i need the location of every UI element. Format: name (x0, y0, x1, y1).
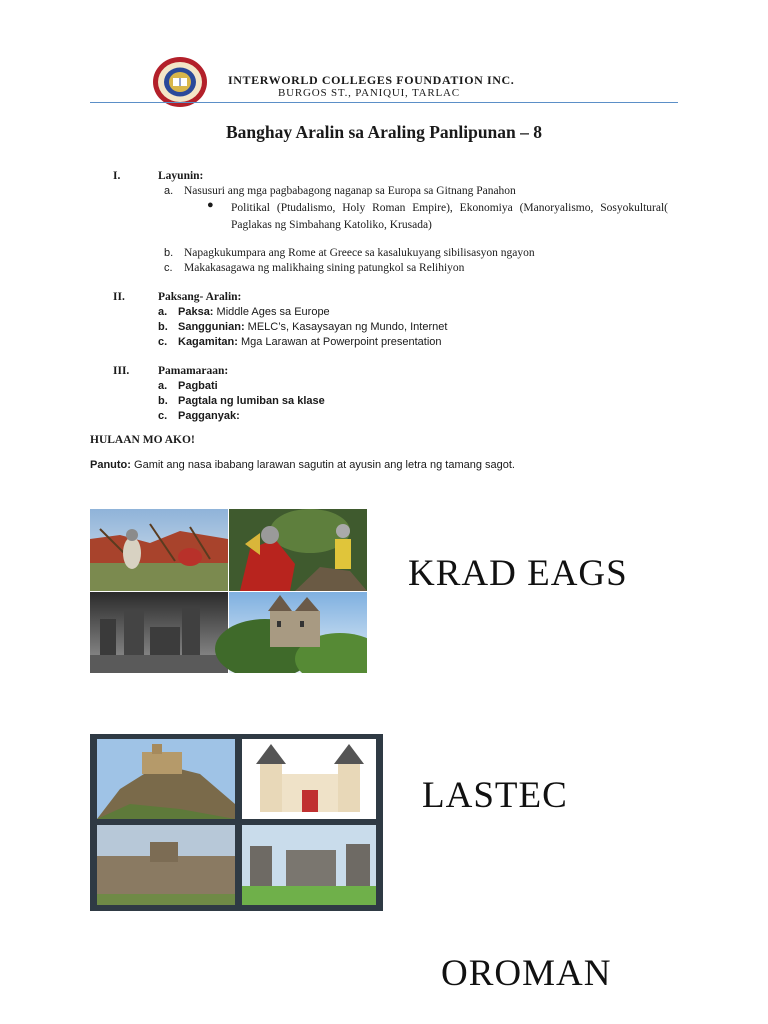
list-item (158, 410, 240, 422)
item-value: MELC’s, Kasaysayan ng Mundo, Internet (247, 321, 448, 333)
list-item (158, 321, 447, 333)
section-heading: Pamamaraan: (158, 365, 229, 377)
item-value: Mga Larawan at Powerpoint presentation (240, 336, 442, 348)
section-numeral: II. (113, 291, 125, 303)
header-divider (90, 102, 678, 103)
hill-castle-photo (215, 592, 367, 673)
medieval-battle-photo (90, 509, 228, 591)
school-seal-logo (152, 56, 208, 108)
item-label: Kagamitan: (178, 336, 238, 348)
list-marker: a. (158, 306, 168, 318)
scrambled-word-1: KRAD EAGS (408, 553, 628, 594)
list-marker: c. (158, 410, 168, 422)
item-label: Sanggunian: (178, 321, 245, 333)
list-item (158, 336, 442, 348)
list-marker: c. (158, 336, 168, 348)
ruined-castle-photo (90, 592, 228, 673)
fortress-ruin-photo (97, 825, 235, 905)
list-marker: b. (158, 395, 168, 407)
document-title: Banghay Aralin sa Araling Panlipunan – 8 (225, 122, 543, 142)
item-label: Pagganyak: (178, 410, 240, 422)
objective-text: Nasusuri ang mga pagbabagong naganap sa Europa sa Gitnang Panahon (184, 185, 516, 197)
instructions-text: Gamit ang nasa ibabang larawan sagutin at ayusin ang letra ng tamang sagot. (134, 459, 515, 471)
castle-picture-collage (90, 734, 383, 911)
cliff-castle-photo (97, 739, 235, 819)
list-marker: a. (158, 380, 168, 392)
activity-title: HULAAN MO AKO! (90, 434, 195, 446)
item-label: Pagtala ng lumiban sa klase (178, 395, 325, 407)
objective-text: Makakasagawa ng malikhaing sining patungkol sa Relihiyon (184, 262, 465, 274)
list-item (164, 262, 464, 274)
section-numeral: I. (113, 170, 121, 182)
list-marker: b. (158, 321, 168, 333)
list-item (164, 247, 535, 259)
knight-tournament-photo (229, 509, 367, 591)
item-label: Paksa: (178, 306, 214, 318)
objective-bullet-text: Politikal (Ptudalismo, Holy Roman Empire), Ekonomiya (Manoryalismo, Sosyokultural( Paglakas ng Simbahang Katoliko, Krusada) (231, 202, 668, 231)
school-name: INTERWORLD COLLEGES FOUNDATION INC. (228, 73, 515, 87)
list-item (158, 395, 325, 407)
school-address: BURGOS ST., PANIQUI, TARLAC (278, 87, 460, 99)
bullet-icon: ● (207, 199, 214, 211)
round-tower-castle-photo (242, 825, 376, 905)
dark-ages-picture-collage (90, 509, 367, 673)
item-value: Middle Ages sa Europe (216, 306, 330, 318)
list-marker: a. (164, 185, 174, 197)
activity-instructions (90, 459, 515, 471)
list-item (158, 306, 330, 318)
list-marker: b. (164, 247, 174, 259)
scrambled-word-2: LASTEC (422, 775, 568, 816)
list-item (164, 185, 516, 197)
objective-text: Napagkukumpara ang Rome at Greece sa kasalukuyang sibilisasyon ngayon (184, 247, 535, 259)
scrambled-word-3: OROMAN (441, 953, 612, 994)
list-item (158, 380, 218, 392)
item-label: Pagbati (178, 380, 218, 392)
section-heading: Layunin: (158, 170, 204, 182)
section-heading: Paksang- Aralin: (158, 291, 242, 303)
instructions-label: Panuto: (90, 459, 131, 471)
list-marker: c. (164, 262, 173, 274)
toy-castle-photo (242, 739, 376, 819)
section-numeral: III. (113, 365, 130, 377)
